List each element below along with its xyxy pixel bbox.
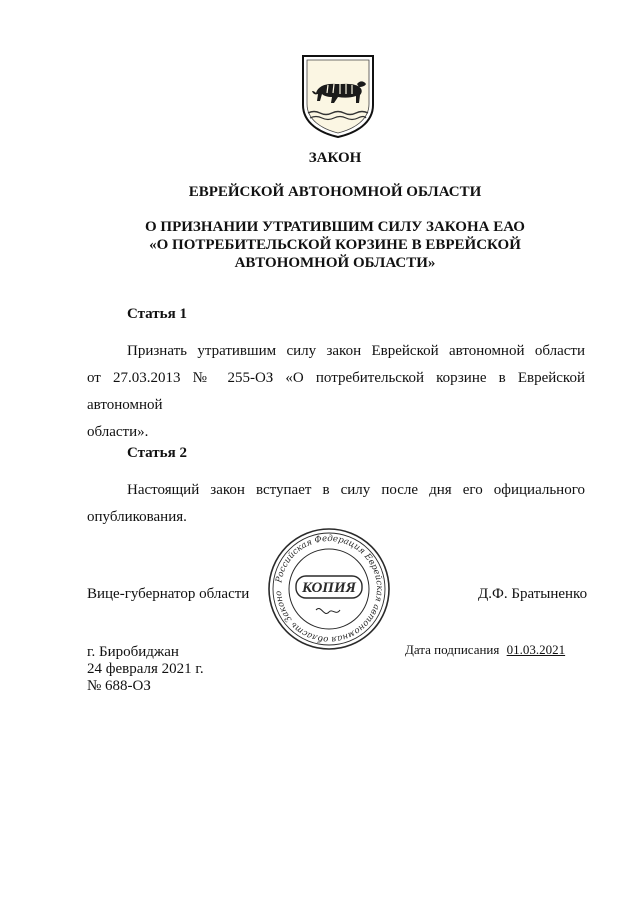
tiger-emblem-icon — [300, 53, 376, 139]
article-1-line: от 27.03.2013 № 255-ОЗ «О потребительской корзине в Еврейской автономной — [87, 370, 585, 413]
article-1-line: области». — [87, 424, 149, 440]
footer-number: № 688-ОЗ — [87, 678, 151, 694]
document-footer — [87, 644, 204, 695]
official-seal — [266, 526, 392, 652]
law-title-line: АВТОНОМНОЙ ОБЛАСТИ» — [234, 255, 436, 271]
footer-city: г. Биробиджан — [87, 644, 179, 660]
law-title-line: О ПРИЗНАНИИ УТРАТИВШИМ СИЛУ ЗАКОНА ЕАО — [145, 219, 525, 235]
signing-date-label: Дата подписания — [405, 642, 500, 657]
signatory-role: Вице-губернатор области — [87, 586, 250, 602]
law-title-line: «О ПОТРЕБИТЕЛЬСКОЙ КОРЗИНЕ В ЕВРЕЙСКОЙ — [149, 237, 521, 253]
seal-stamp-icon — [266, 526, 392, 652]
article-1-line: Признать утратившим силу закон Еврейской автономной области — [127, 343, 585, 359]
signing-date — [405, 641, 565, 658]
region-name: ЕВРЕЙСКОЙ АВТОНОМНОЙ ОБЛАСТИ — [188, 184, 482, 200]
signing-date-value: 01.03.2021 — [506, 642, 566, 657]
document-type: ЗАКОН — [308, 150, 362, 166]
footer-date: 24 февраля 2021 г. — [87, 661, 204, 677]
law-title — [60, 218, 610, 272]
coat-of-arms — [300, 53, 376, 139]
article-2-text — [87, 477, 585, 531]
article-1-heading: Статья 1 — [127, 306, 187, 322]
signatory-name: Д.Ф. Братыненко — [478, 586, 588, 602]
seal-ring-text: Российская Федерация Еврейская автономная область Законо — [273, 533, 385, 645]
seal-copy-label: КОПИЯ — [302, 580, 356, 596]
article-2-line: опубликования. — [87, 509, 187, 525]
article-2-line: Настоящий закон вступает в силу после дня его официального — [127, 482, 585, 498]
article-2-heading: Статья 2 — [127, 445, 187, 461]
article-1-text — [87, 338, 585, 446]
